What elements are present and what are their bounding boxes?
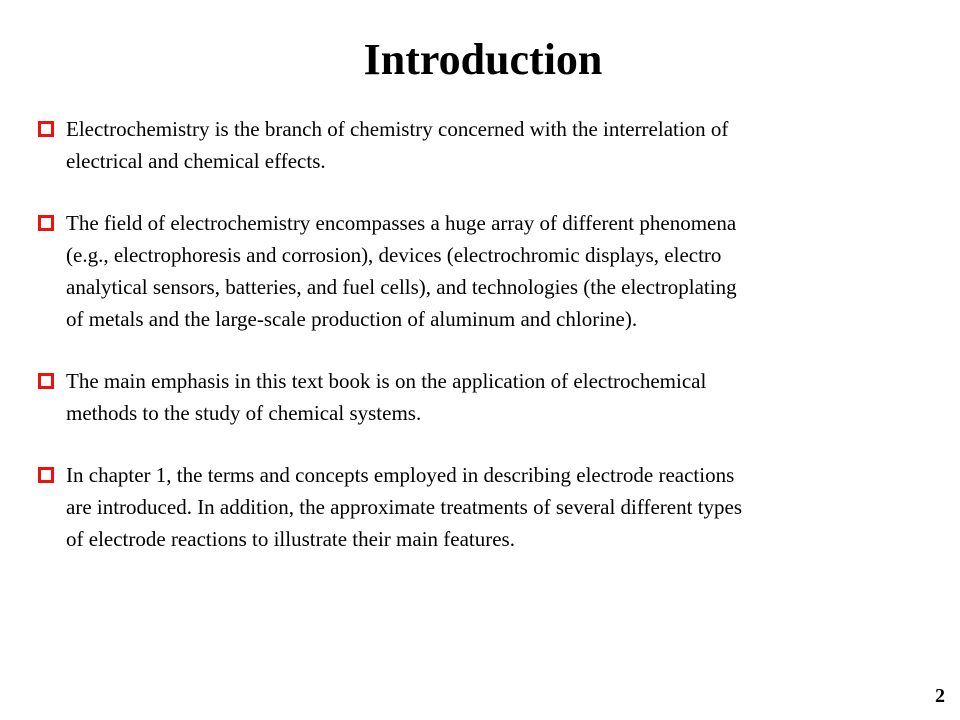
bullet-list [38, 113, 938, 555]
bullet-text-line: (e.g., electrophoresis and corrosion), devices (electrochromic displays, electro [66, 243, 722, 267]
hollow-square-bullet-icon [38, 121, 54, 137]
bullet-text-line: are introduced. In addition, the approximate treatments of several different types [66, 495, 743, 519]
bullet-item [38, 207, 938, 335]
bullet-text-line: analytical sensors, batteries, and fuel cells), and technologies (the electroplating [66, 275, 737, 299]
bullet-text-line: Electrochemistry is the branch of chemistry concerned with the interrelation of [66, 117, 729, 141]
page-number: 2 [935, 685, 945, 707]
bullet-item [38, 365, 938, 429]
bullet-item [38, 459, 938, 555]
hollow-square-bullet-icon [38, 467, 54, 483]
bullet-text-line: electrical and chemical effects. [66, 149, 326, 173]
bullet-text-line: In chapter 1, the terms and concepts employed in describing electrode reactions [66, 463, 735, 487]
bullet-text-line: The main emphasis in this text book is on the application of electrochemical [66, 369, 707, 393]
bullet-text-line: The field of electrochemistry encompasses a huge array of different phenomena [66, 211, 737, 235]
bullet-text-line: methods to the study of chemical systems. [66, 401, 422, 425]
bullet-text-line: of metals and the large-scale production of aluminum and chlorine). [66, 307, 638, 331]
bullet-item [38, 113, 938, 177]
slide-title: Introduction [363, 35, 603, 84]
hollow-square-bullet-icon [38, 215, 54, 231]
hollow-square-bullet-icon [38, 373, 54, 389]
bullet-text-line: of electrode reactions to illustrate their main features. [66, 527, 515, 551]
